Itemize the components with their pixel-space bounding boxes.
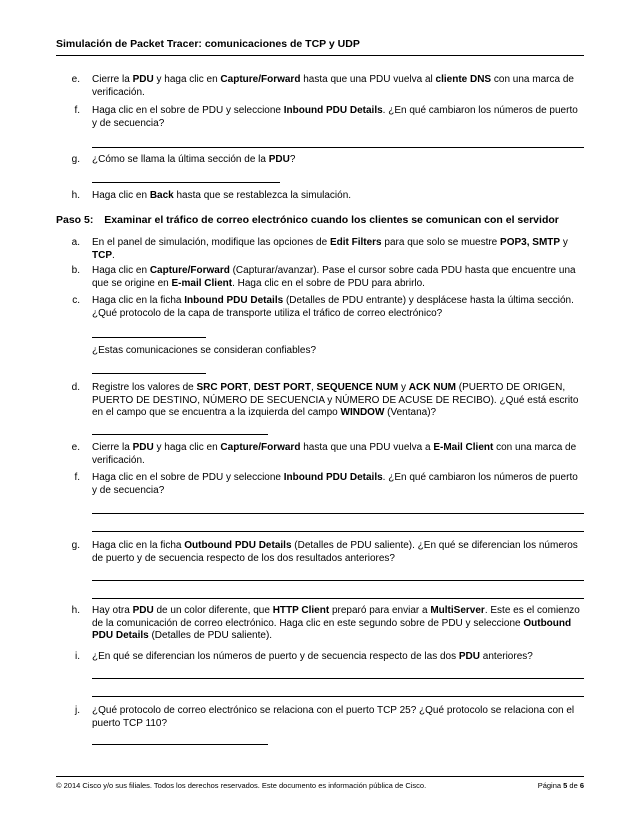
- page-footer: [56, 776, 584, 790]
- header-title: Simulación de Packet Tracer: comunicaciones de TCP y UDP: [56, 38, 360, 50]
- answer-line: [92, 744, 268, 745]
- answer-line: [92, 580, 584, 581]
- answer-line: [92, 373, 206, 374]
- answer-line: [92, 147, 584, 148]
- page-number: Página 5 de 6: [537, 781, 584, 790]
- answer-line: [92, 678, 584, 679]
- question-reliable: ¿Estas comunicaciones se consideran confiables?: [92, 345, 317, 356]
- answer-line: [92, 434, 268, 435]
- answer-line: [92, 513, 584, 514]
- step-heading: Paso 5: Examinar el tráfico de correo electrónico cuando los clientes se comunican con el servidor: [56, 214, 559, 226]
- page-header: [56, 38, 584, 56]
- answer-line: [92, 696, 584, 697]
- answer-line: [92, 531, 584, 532]
- answer-line: [92, 598, 584, 599]
- copyright-text: © 2014 Cisco y/o sus filiales. Todos los derechos reservados. Este documento es información pública de Cisco.: [56, 781, 427, 790]
- answer-line: [92, 182, 280, 183]
- answer-line: [92, 337, 206, 338]
